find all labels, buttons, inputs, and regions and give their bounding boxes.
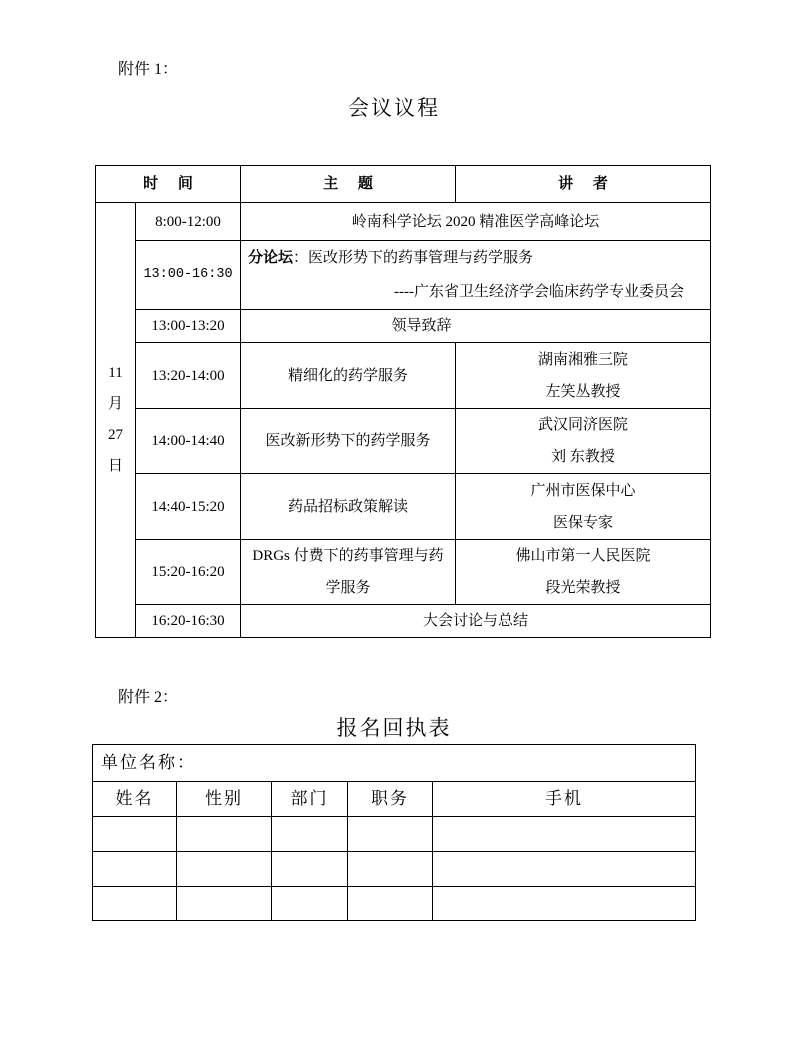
blank-cell: [177, 817, 272, 852]
agenda-row: [96, 540, 711, 605]
column-department: 部门: [272, 782, 348, 817]
date-cell: [96, 203, 136, 638]
registration-form-table: [92, 744, 696, 921]
topic-line: DRGs 付费下的药事管理与药: [252, 548, 444, 564]
date-day-line: 11: [108, 365, 123, 381]
blank-cell: [93, 817, 177, 852]
column-name: 姓名: [93, 782, 177, 817]
forum-title: ：医改形势下的药事管理与药学服务: [293, 250, 534, 266]
header-speaker: 讲 者: [456, 166, 711, 203]
time-cell: 13:00-16:30: [136, 241, 241, 310]
attachment-1-label: 附件 1：: [118, 61, 179, 78]
blank-cell: [177, 887, 272, 921]
blank-cell: [433, 887, 696, 921]
agenda-title: 会议议程: [348, 96, 440, 120]
topic-line: 学服务: [325, 580, 371, 596]
time-cell: 8:00-12:00: [136, 203, 241, 241]
form-blank-row: [93, 887, 696, 921]
speaker-org: 广州市医保中心: [530, 482, 636, 499]
speaker-cell: [456, 474, 711, 540]
date-month-char: 月: [107, 396, 123, 412]
topic-cell: [241, 540, 456, 605]
date-number-line: 27: [108, 427, 123, 443]
header-topic: 主 题: [241, 166, 456, 203]
speaker-cell: [456, 343, 711, 409]
speaker-name: 段光荣教授: [545, 580, 621, 596]
time-cell: 14:40-15:20: [136, 474, 241, 540]
topic-line: 医改新形势下的药学服务: [265, 433, 431, 449]
speaker-name: 医保专家: [553, 514, 614, 531]
agenda-row: [96, 343, 711, 409]
merged-event-cell: 领导致辞: [241, 310, 711, 343]
form-blank-row: [93, 852, 696, 887]
time-cell: 13:00-13:20: [136, 310, 241, 343]
agenda-row: [96, 605, 711, 638]
forum-organizer: ----广东省卫生经济学会临床药学专业委员会: [394, 284, 685, 300]
speaker-org: 佛山市第一人民医院: [515, 548, 651, 564]
agenda-row: [96, 241, 711, 310]
blank-cell: [93, 887, 177, 921]
column-gender: 性别: [177, 782, 272, 817]
topic-line: 药品招标政策解读: [288, 498, 409, 515]
unit-name-label: 单位名称：: [93, 745, 696, 782]
topic-line: 精细化的药学服务: [288, 367, 409, 384]
speaker-name: 左笑丛教授: [545, 383, 621, 400]
topic-cell: [241, 409, 456, 474]
blank-cell: [348, 887, 433, 921]
agenda-row: [96, 310, 711, 343]
merged-event-cell: 岭南科学论坛 2020 精准医学高峰论坛: [241, 203, 711, 241]
agenda-row: [96, 474, 711, 540]
blank-cell: [272, 817, 348, 852]
blank-cell: [272, 852, 348, 887]
time-cell: 16:20-16:30: [136, 605, 241, 638]
form-unit-row: [93, 745, 696, 782]
blank-cell: [348, 852, 433, 887]
topic-cell: [241, 474, 456, 540]
agenda-header-row: [96, 166, 711, 203]
time-cell: 15:20-16:20: [136, 540, 241, 605]
speaker-name: 刘 东教授: [551, 449, 615, 465]
blank-cell: [348, 817, 433, 852]
forum-title-line: [241, 241, 710, 275]
agenda-table: [95, 165, 711, 638]
speaker-cell: [456, 409, 711, 474]
forum-label: 分论坛: [248, 250, 294, 266]
column-mobile: 手机: [433, 782, 696, 817]
speaker-cell: [456, 540, 711, 605]
blank-cell: [177, 852, 272, 887]
blank-cell: [272, 887, 348, 921]
agenda-row: [96, 203, 711, 241]
date-day-char: 日: [107, 458, 123, 474]
blank-cell: [433, 817, 696, 852]
blank-cell: [93, 852, 177, 887]
form-blank-row: [93, 817, 696, 852]
speaker-org: 湖南湘雅三院: [538, 351, 629, 368]
attachment-2-label: 附件 2：: [118, 689, 179, 706]
speaker-org: 武汉同济医院: [538, 417, 629, 433]
column-position: 职务: [348, 782, 433, 817]
blank-cell: [433, 852, 696, 887]
registration-form-title: 报名回执表: [336, 716, 452, 740]
topic-cell: [241, 343, 456, 409]
time-cell: 14:00-14:40: [136, 409, 241, 474]
forum-cell: [241, 241, 711, 310]
agenda-row: [96, 409, 711, 474]
form-header-row: [93, 782, 696, 817]
header-time: 时 间: [96, 166, 241, 203]
time-cell: 13:20-14:00: [136, 343, 241, 409]
merged-event-cell: 大会讨论与总结: [241, 605, 711, 638]
